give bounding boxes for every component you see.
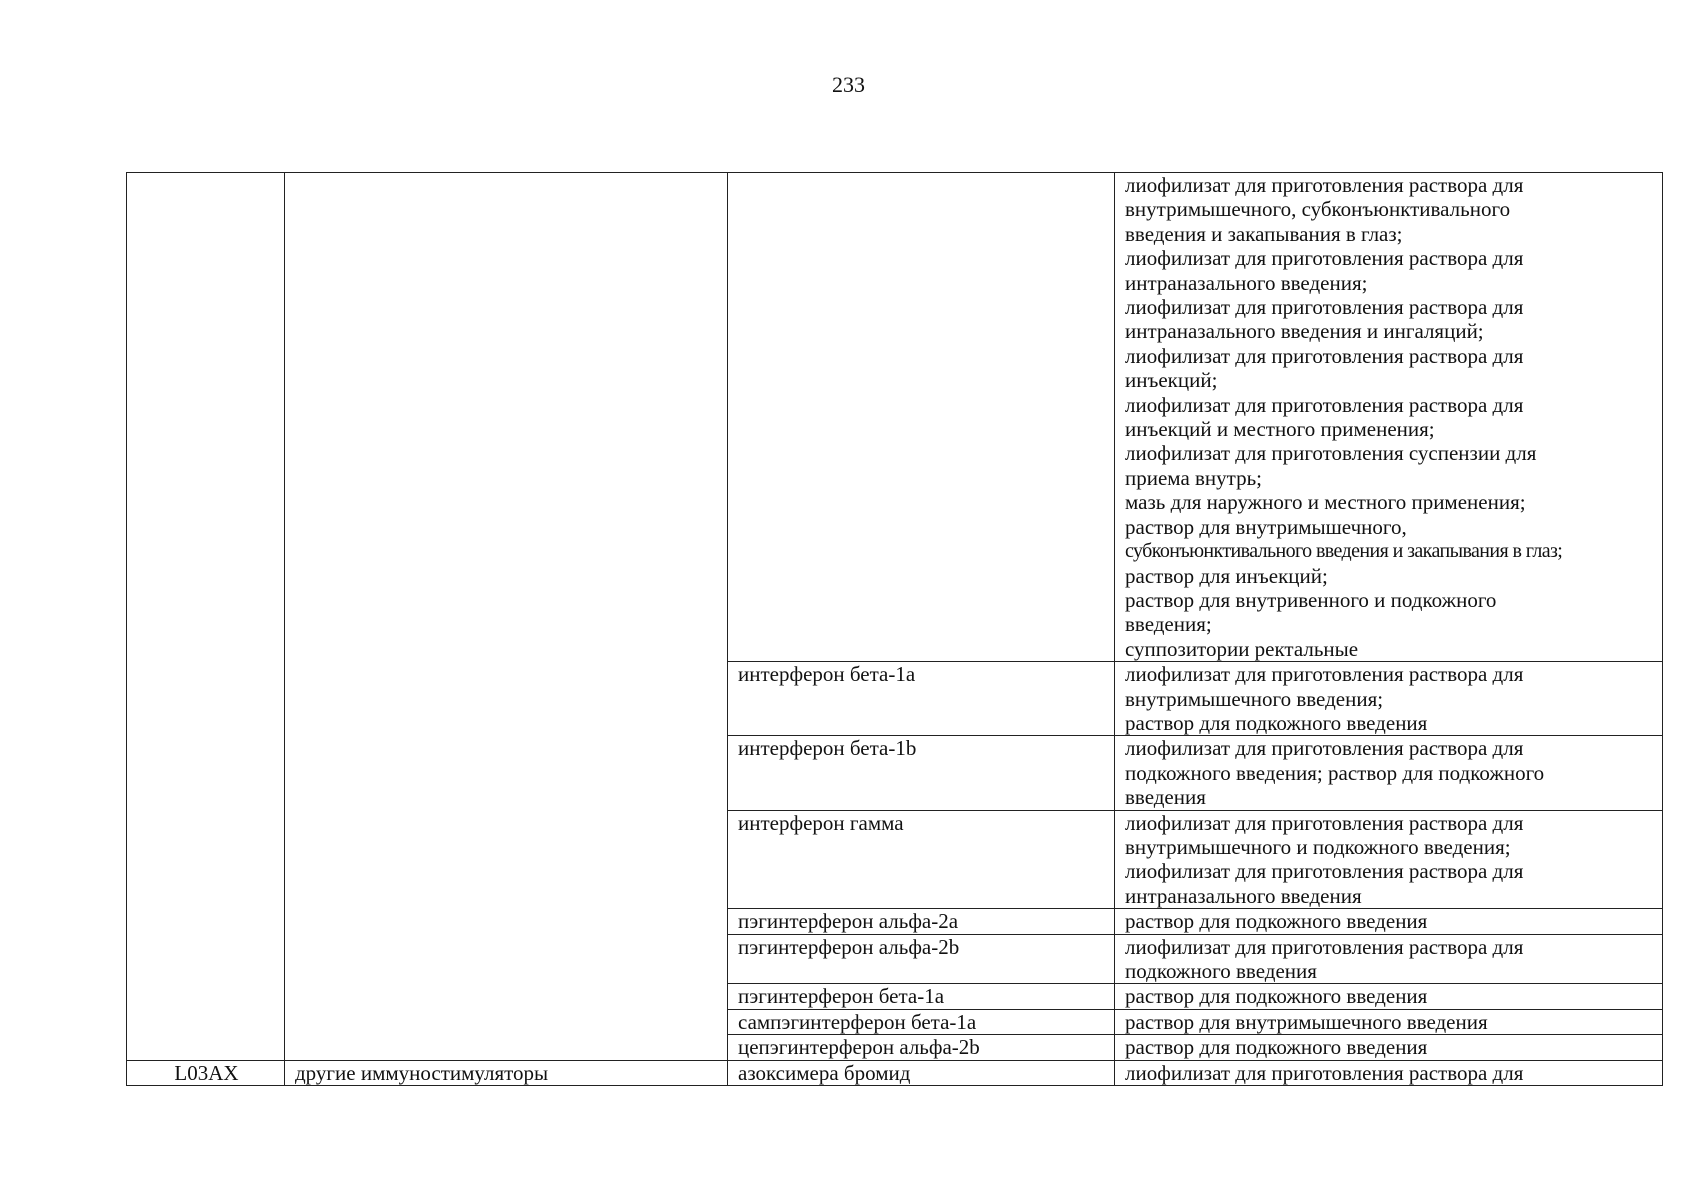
drug-name-cell: пэгинтерферон альфа-2a xyxy=(728,909,1115,934)
form-line: лиофилизат для приготовления раствора для xyxy=(1125,392,1524,417)
form-line: инъекций; xyxy=(1125,368,1218,393)
drug-name-cell: пэгинтерферон бета-1a xyxy=(728,984,1115,1009)
dosage-form-cell xyxy=(1115,662,1663,736)
atc-code-cell xyxy=(127,173,285,1061)
form-line: подкожного введения; раствор для подкожного xyxy=(1125,760,1545,785)
drug-name-cell: интерферон гамма xyxy=(728,810,1115,909)
form-line: приема внутрь; xyxy=(1125,465,1263,490)
dosage-form-cell xyxy=(1115,1060,1663,1085)
form-line: внутримышечного, субконъюнктивального xyxy=(1125,197,1511,222)
form-line: внутримышечного введения; xyxy=(1125,686,1384,711)
form-line: раствор для внутримышечного, xyxy=(1125,514,1407,539)
dosage-form-cell xyxy=(1115,736,1663,810)
form-line: лиофилизат для приготовления раствора для xyxy=(1125,1060,1524,1085)
form-line: инъекций и местного применения; xyxy=(1125,417,1435,442)
form-line: субконъюнктивального введения и закапывания в глаз; xyxy=(1125,540,1563,563)
form-line: суппозитории ректальные xyxy=(1125,636,1359,661)
dosage-form-cell xyxy=(1115,984,1663,1009)
form-line: лиофилизат для приготовления раствора для xyxy=(1125,246,1524,271)
drug-name-cell: азоксимера бромид xyxy=(728,1060,1115,1085)
drug-name-cell: интерферон бета-1b xyxy=(728,736,1115,810)
form-line: лиофилизат для приготовления раствора для xyxy=(1125,934,1524,959)
form-line: интраназального введения и ингаляций; xyxy=(1125,319,1484,344)
drug-name-cell: интерферон бета-1a xyxy=(728,662,1115,736)
form-line: мазь для наружного и местного применения; xyxy=(1125,490,1526,515)
form-line: лиофилизат для приготовления суспензии для xyxy=(1125,441,1537,466)
form-line: лиофилизат для приготовления раствора для xyxy=(1125,736,1524,761)
form-line: введения; xyxy=(1125,612,1212,637)
form-line: раствор для подкожного введения xyxy=(1125,984,1428,1009)
drug-name-cell: пэгинтерферон альфа-2b xyxy=(728,934,1115,984)
atc-code-cell: L03AX xyxy=(127,1060,285,1085)
dosage-form-cell xyxy=(1115,1009,1663,1034)
form-line: введения и закапывания в глаз; xyxy=(1125,221,1403,246)
form-line: раствор для внутримышечного введения xyxy=(1125,1009,1488,1034)
dosage-form-cell xyxy=(1115,909,1663,934)
table-row xyxy=(127,1060,1663,1085)
drug-name-cell xyxy=(728,173,1115,662)
dosage-form-cell xyxy=(1115,173,1663,662)
form-line: лиофилизат для приготовления раствора для xyxy=(1125,343,1524,368)
form-line: внутримышечного и подкожного введения; xyxy=(1125,834,1511,859)
dosage-form-cell xyxy=(1115,1035,1663,1060)
group-cell: другие иммуностимуляторы xyxy=(285,1060,728,1085)
drug-table xyxy=(126,172,1663,1086)
form-line: лиофилизат для приготовления раствора для xyxy=(1125,662,1524,687)
group-cell xyxy=(285,173,728,1061)
form-line: лиофилизат для приготовления раствора для xyxy=(1125,173,1524,197)
form-line: лиофилизат для приготовления раствора для xyxy=(1125,859,1524,884)
drug-name-cell: сампэгинтерферон бета-1a xyxy=(728,1009,1115,1034)
page-number: 233 xyxy=(832,72,865,97)
form-line: раствор для подкожного введения xyxy=(1125,1035,1428,1060)
form-line: раствор для инъекций; xyxy=(1125,563,1328,588)
form-line: лиофилизат для приготовления раствора для xyxy=(1125,810,1524,835)
form-line: раствор для подкожного введения xyxy=(1125,710,1428,735)
form-line: интраназального введения; xyxy=(1125,270,1368,295)
form-line: интраназального введения xyxy=(1125,883,1362,908)
form-line: раствор для внутривенного и подкожного xyxy=(1125,587,1497,612)
form-line: лиофилизат для приготовления раствора для xyxy=(1125,295,1524,320)
form-line: раствор для подкожного введения xyxy=(1125,909,1428,934)
table-row xyxy=(127,173,1663,662)
form-line: подкожного введения xyxy=(1125,959,1317,983)
dosage-form-cell xyxy=(1115,934,1663,984)
dosage-form-cell xyxy=(1115,810,1663,909)
drug-name-cell: цепэгинтерферон альфа-2b xyxy=(728,1035,1115,1060)
form-line: введения xyxy=(1125,785,1206,810)
